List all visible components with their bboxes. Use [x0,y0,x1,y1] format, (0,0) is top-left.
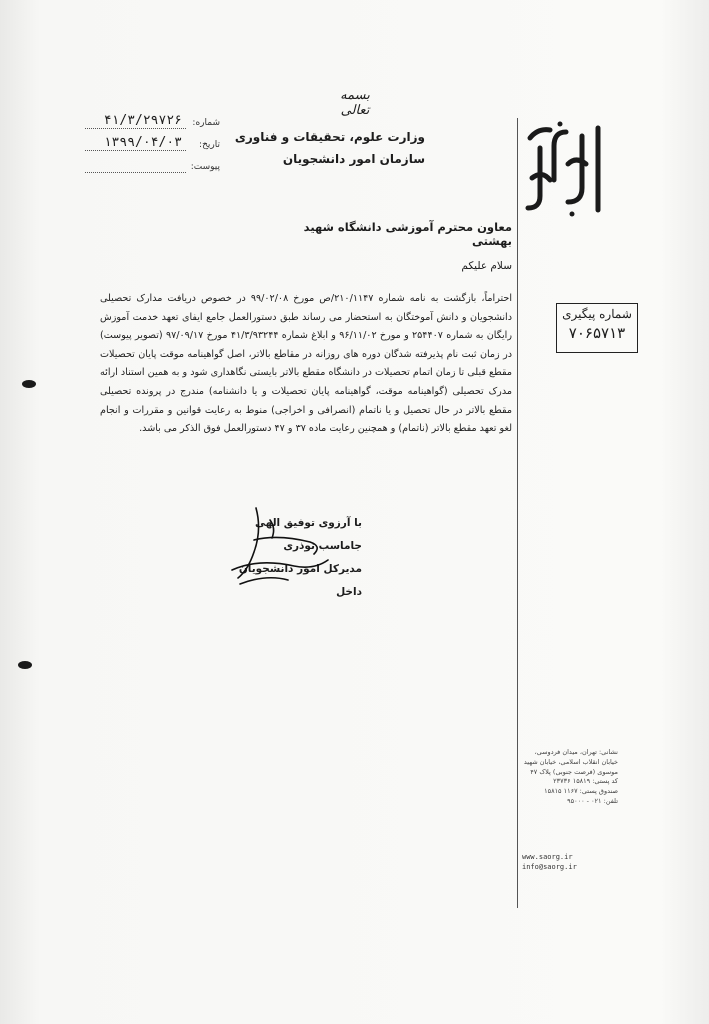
letter-body [100,290,512,439]
organization-logo [520,118,610,218]
address-line: خیابان انقلاب اسلامی، خیابان شهید [523,757,618,766]
tracking-number-box [556,303,638,353]
organization-name: سازمان امور دانشجویان [282,152,425,166]
attachment-row [85,156,220,178]
letter-date-row [85,134,220,156]
footer-address [522,748,618,807]
letter-number-value: ۴۱/۳/۲۹۷۲۶ [103,113,182,128]
footer-contact [522,852,622,872]
greeting-line: سلام علیکم [461,260,512,272]
letter-number-label: شماره: [192,118,220,128]
website-link[interactable]: www.saorg.ir [522,853,573,861]
ministry-header [230,126,425,170]
letter-number-row [85,112,220,134]
bismillah-heading: بسمه تعالی [340,88,370,118]
address-line: صندوق پستی: ۱۱۶۷ ۱۵۸۱۵ [544,787,618,796]
address-line: نشانی: تهران، میدان فردوسی، [534,748,618,756]
address-line: کد پستی: ۱۵۸۱۹ ۲۳۷۳۶ [553,777,618,786]
letter-date-value: ۱۳۹۹/۰۴/۰۳ [103,135,182,150]
ministry-name: وزارت علوم، تحقیقات و فناوری [234,130,425,144]
handwritten-signature [218,500,348,590]
address-line: موسوی (فرصت جنوبی) پلاک ۴۷ [530,767,618,776]
letter-date-label: تاریخ: [199,140,220,150]
signatory-title: مدیرکل امور دانشجویان داخل [238,563,362,598]
recipient-line: معاون محترم آموزشی دانشگاه شهید بهشتی [303,220,512,248]
attachment-label: پیوست: [190,162,220,172]
address-line: تلفن: ۰۲۱ - ۹۵۰۰۰ [567,796,618,805]
margin-divider-line [517,118,518,908]
punch-hole-lower [18,661,32,669]
tracking-number-value: ۷۰۶۵۷۱۳ [568,324,626,342]
email-link[interactable]: info@saorg.ir [522,863,577,871]
signatory-name: جاماسب نوذری [283,540,362,552]
letter-meta [85,112,220,187]
closing-wish: با آرزوی توفیق الهی [255,517,362,529]
punch-hole-upper [22,380,36,388]
tracking-number-label: شماره پیگیری [562,307,632,321]
body-paragraph: احتراماً، بازگشت به نامه شماره ۲۱۰/۱۱۴۷/ص مورخ ۹۹/۰۲/۰۸ در خصوص دریافت مدارک تحصیلی دانشجویان و دانش آموختگان به استحضار می رساند طبق دستورالعمل جامع ایفای تعهد خدمت آموزش رایگان به شماره ۲۵۴۴۰۷ و مورخ ۹۶/۱۱/۰۲ و ابلاغ شماره ۴۱/۳/۹۳۲۴۴ مورخ ۹۷/۰۹/۱۷ (تصویر پیوست) در زمان ثبت نام پذیرفته شدگان دوره های روزانه در مقاطع بالاتر، اصل گواهینامه موقت پایان تحصیلات مقطع قبلی تا زمان اتمام تحصیلات در دانشگاه مقطع بالاتر بایستی نگاهداری شود و به همین استناد ارائه مدرک تحصیلی (گواهینامه موقت، گواهینامه پایان تحصیلات و یا دانشنامه) مندرج در پرونده تحصیلی مقطع بالاتر در حال تحصیل و یا ناتمام (انصرافی و اخراجی) منوط به رعایت قوانین و مقررات و انجام لغو تعهد مقطع بالاتر (ناتمام) و همچنین رعایت ماده ۳۷ و ۴۷ دستورالعمل فوق الذکر می باشد. [100,293,512,435]
